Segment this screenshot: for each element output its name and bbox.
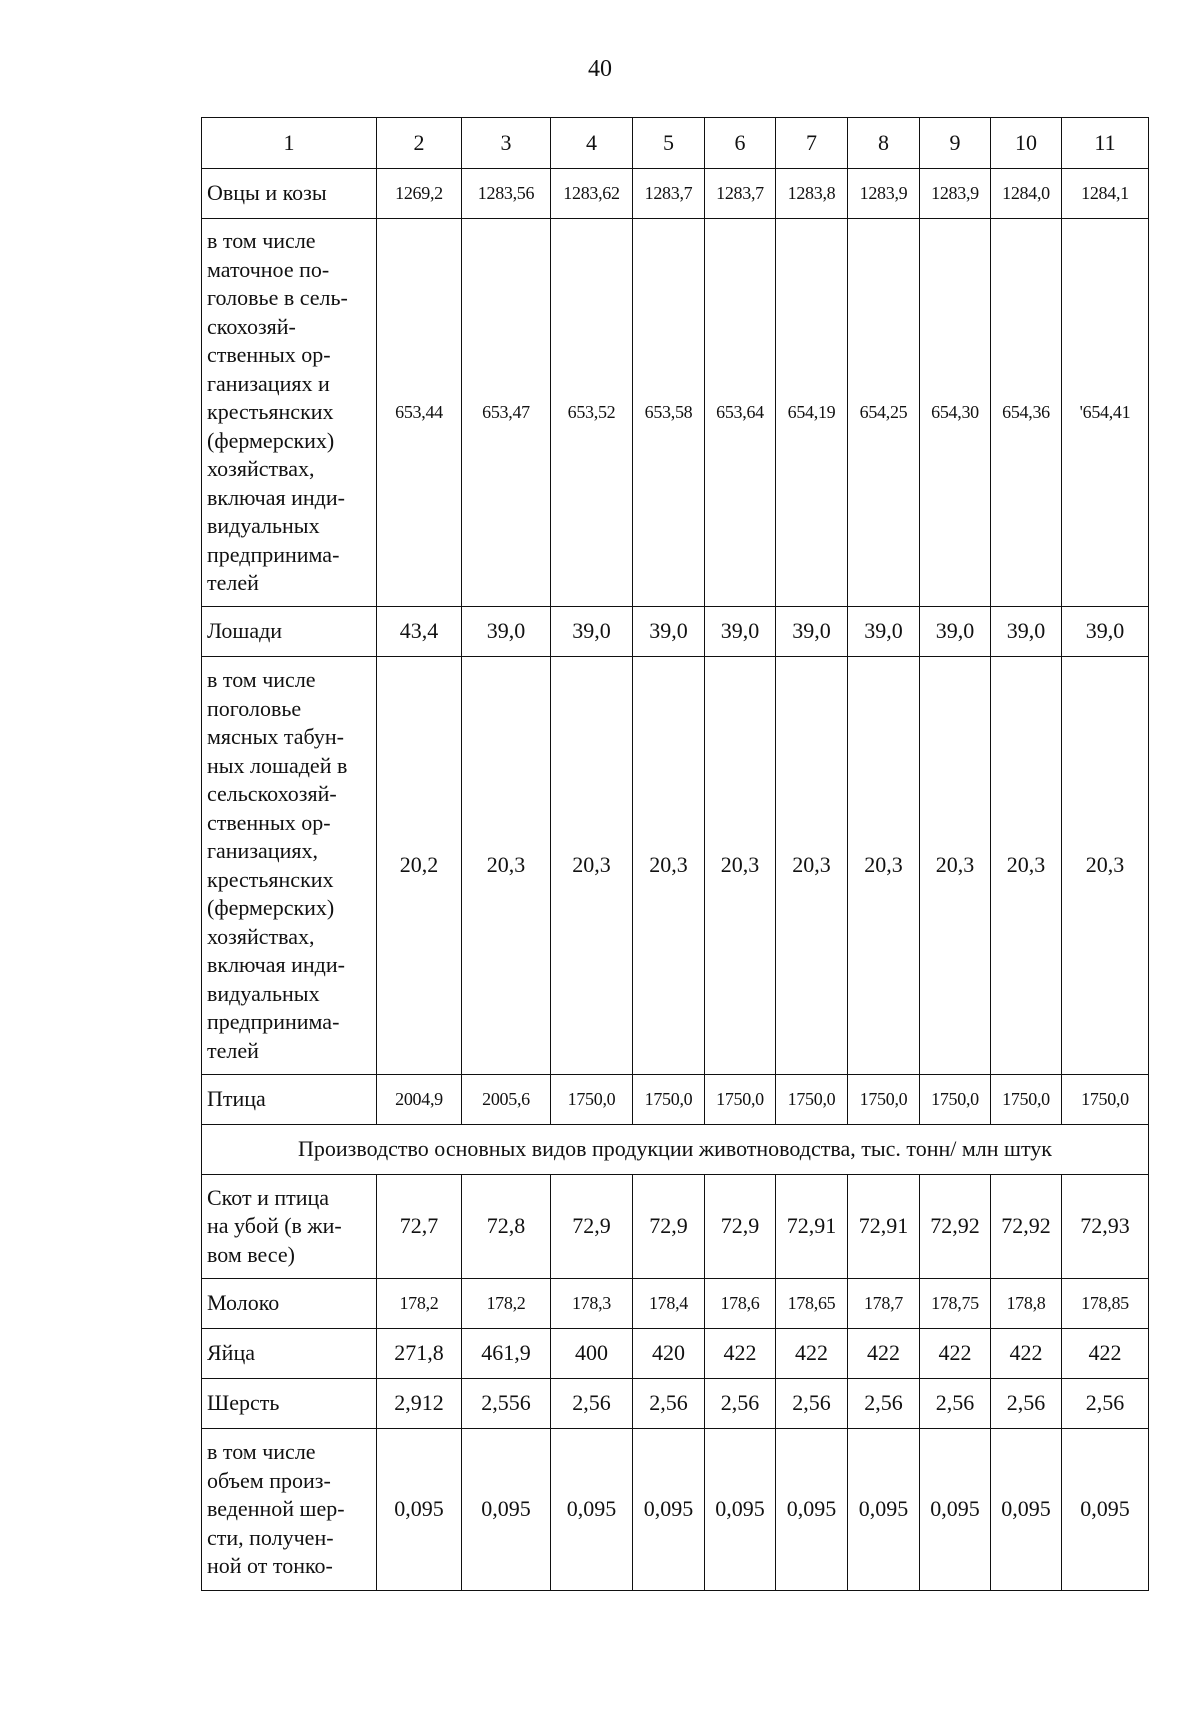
value-cell: 1283,8 — [776, 169, 848, 219]
value-cell: 178,7 — [848, 1279, 920, 1329]
value-cell: 1283,62 — [551, 169, 633, 219]
row-label-line: в том числе — [207, 667, 316, 692]
column-number: 10 — [991, 118, 1062, 169]
value-cell: 1284,1 — [1062, 169, 1149, 219]
row-label — [202, 657, 377, 1075]
row-label-line: хозяйствах, — [207, 923, 315, 949]
row-label — [202, 1075, 377, 1125]
column-number: 8 — [848, 118, 920, 169]
value-cell: 0,095 — [551, 1429, 633, 1591]
row-label-line: (фермерских) — [207, 427, 335, 453]
value-cell: 2,912 — [377, 1379, 462, 1429]
value-cell: 39,0 — [551, 607, 633, 657]
value-cell: 1269,2 — [377, 169, 462, 219]
value-cell: 653,58 — [633, 219, 705, 607]
value-cell: 2,556 — [462, 1379, 551, 1429]
row-label-line: ганизациях и — [207, 370, 330, 396]
row-label-line: на убой (в жи- — [207, 1213, 342, 1239]
value-cell: 654,36 — [991, 219, 1062, 607]
value-cell: 2,56 — [1062, 1379, 1149, 1429]
section-row — [202, 1125, 1149, 1175]
value-cell: 1750,0 — [848, 1075, 920, 1125]
section-title: Производство основных видов продукции животноводства, тыс. тонн/ млн штук — [202, 1125, 1149, 1175]
value-cell: 2,56 — [920, 1379, 991, 1429]
value-cell: 0,095 — [377, 1429, 462, 1591]
row-label-line: маточное по- — [207, 256, 330, 282]
value-cell: 0,095 — [920, 1429, 991, 1591]
value-cell: 178,2 — [462, 1279, 551, 1329]
value-cell: 20,3 — [991, 657, 1062, 1075]
row-label-line: в том числе — [207, 228, 316, 254]
value-cell: 2,56 — [551, 1379, 633, 1429]
row-label-line: скохозяй- — [207, 313, 296, 339]
row-label-line: Лошади — [207, 618, 283, 644]
value-cell: 20,3 — [1062, 657, 1149, 1075]
table-row — [202, 1279, 1149, 1329]
value-cell: 39,0 — [633, 607, 705, 657]
value-cell: 1283,9 — [848, 169, 920, 219]
value-cell: 39,0 — [991, 607, 1062, 657]
column-number: 9 — [920, 118, 991, 169]
row-label-line: ственных ор- — [207, 342, 331, 368]
value-cell: 20,3 — [462, 657, 551, 1075]
value-cell: 422 — [920, 1329, 991, 1379]
value-cell: 2,56 — [705, 1379, 776, 1429]
row-label-line: ной от тонко- — [207, 1553, 333, 1579]
table-row — [202, 1175, 1149, 1279]
value-cell: 39,0 — [776, 607, 848, 657]
value-cell: 72,91 — [848, 1175, 920, 1279]
column-number: 6 — [705, 118, 776, 169]
row-label-line: Скот и птица — [207, 1184, 330, 1210]
value-cell: 178,8 — [991, 1279, 1062, 1329]
row-label-line: объем произ- — [207, 1467, 331, 1493]
value-cell: 178,65 — [776, 1279, 848, 1329]
row-label — [202, 169, 377, 219]
value-cell: 20,3 — [848, 657, 920, 1075]
row-label-line: видуальных — [207, 980, 320, 1006]
value-cell: 20,3 — [920, 657, 991, 1075]
row-label — [202, 1175, 377, 1279]
value-cell: 400 — [551, 1329, 633, 1379]
row-label-line: веденной шер- — [207, 1496, 345, 1522]
row-label-line: головье в сель- — [207, 285, 348, 311]
column-number: 11 — [1062, 118, 1149, 169]
value-cell: 178,4 — [633, 1279, 705, 1329]
row-label-line: сти, получен- — [207, 1524, 334, 1550]
value-cell: 2,56 — [991, 1379, 1062, 1429]
row-label-line: сельскохозяй- — [207, 781, 337, 806]
value-cell: 178,2 — [377, 1279, 462, 1329]
row-label — [202, 1279, 377, 1329]
column-number: 1 — [202, 118, 377, 169]
value-cell: 1283,7 — [705, 169, 776, 219]
value-cell: 2005,6 — [462, 1075, 551, 1125]
value-cell: 39,0 — [705, 607, 776, 657]
value-cell: 72,91 — [776, 1175, 848, 1279]
row-label-line: Овцы и козы — [207, 180, 327, 206]
value-cell: 43,4 — [377, 607, 462, 657]
row-label-line: ганизациях, — [207, 838, 318, 863]
value-cell: 0,095 — [848, 1429, 920, 1591]
value-cell: 422 — [776, 1329, 848, 1379]
value-cell: '654,41 — [1062, 219, 1149, 607]
value-cell: 20,2 — [377, 657, 462, 1075]
column-number-row — [202, 118, 1149, 169]
table-row — [202, 607, 1149, 657]
value-cell: 72,9 — [633, 1175, 705, 1279]
value-cell: 271,8 — [377, 1329, 462, 1379]
row-label-line: хозяйствах, — [207, 456, 315, 482]
value-cell: 72,9 — [551, 1175, 633, 1279]
value-cell: 39,0 — [462, 607, 551, 657]
row-label-line: включая инди- — [207, 952, 345, 977]
value-cell: 72,8 — [462, 1175, 551, 1279]
value-cell: 1750,0 — [1062, 1075, 1149, 1125]
row-label-line: мясных табун- — [207, 724, 344, 749]
value-cell: 422 — [1062, 1329, 1149, 1379]
row-label-line: предпринима- — [207, 541, 340, 567]
table-row — [202, 1329, 1149, 1379]
value-cell: 72,9 — [705, 1175, 776, 1279]
value-cell: 461,9 — [462, 1329, 551, 1379]
column-number: 3 — [462, 118, 551, 169]
row-label-line: предпринима- — [207, 1009, 340, 1034]
livestock-table — [201, 117, 1149, 1591]
table-row — [202, 169, 1149, 219]
value-cell: 72,92 — [920, 1175, 991, 1279]
page-number: 40 — [588, 56, 612, 82]
table-body — [202, 118, 1149, 1591]
value-cell: 1750,0 — [551, 1075, 633, 1125]
value-cell: 178,3 — [551, 1279, 633, 1329]
row-label-line: телей — [207, 1037, 259, 1063]
value-cell: 1283,56 — [462, 169, 551, 219]
value-cell: 653,64 — [705, 219, 776, 607]
value-cell: 1750,0 — [705, 1075, 776, 1125]
table-row — [202, 219, 1149, 607]
row-label-line: крестьянских — [207, 866, 334, 892]
row-label — [202, 607, 377, 657]
value-cell: 39,0 — [1062, 607, 1149, 657]
value-cell: 178,6 — [705, 1279, 776, 1329]
value-cell: 1750,0 — [776, 1075, 848, 1125]
value-cell: 2,56 — [633, 1379, 705, 1429]
value-cell: 1750,0 — [633, 1075, 705, 1125]
row-label-line: поголовье — [207, 695, 302, 721]
row-label-line: Птица — [207, 1086, 266, 1112]
row-label — [202, 1379, 377, 1429]
value-cell: 653,47 — [462, 219, 551, 607]
value-cell: 0,095 — [705, 1429, 776, 1591]
value-cell: 178,75 — [920, 1279, 991, 1329]
value-cell: 2,56 — [776, 1379, 848, 1429]
value-cell: 422 — [705, 1329, 776, 1379]
row-label — [202, 1329, 377, 1379]
value-cell: 20,3 — [705, 657, 776, 1075]
value-cell: 20,3 — [551, 657, 633, 1075]
row-label-line: Молоко — [207, 1290, 280, 1316]
row-label-line: видуальных — [207, 513, 320, 539]
value-cell: 1283,7 — [633, 169, 705, 219]
value-cell: 72,7 — [377, 1175, 462, 1279]
table-row — [202, 657, 1149, 1075]
value-cell: 654,30 — [920, 219, 991, 607]
value-cell: 653,52 — [551, 219, 633, 607]
column-number: 5 — [633, 118, 705, 169]
value-cell: 1750,0 — [991, 1075, 1062, 1125]
value-cell: 653,44 — [377, 219, 462, 607]
column-number: 4 — [551, 118, 633, 169]
value-cell: 72,92 — [991, 1175, 1062, 1279]
column-number: 2 — [377, 118, 462, 169]
row-label-line: (фермерских) — [207, 895, 335, 920]
value-cell: 654,25 — [848, 219, 920, 607]
value-cell: 422 — [848, 1329, 920, 1379]
value-cell: 0,095 — [776, 1429, 848, 1591]
row-label-line: Яйца — [207, 1340, 255, 1366]
row-label-line: телей — [207, 570, 259, 596]
value-cell: 20,3 — [776, 657, 848, 1075]
row-label-line: включая инди- — [207, 484, 345, 510]
value-cell: 178,85 — [1062, 1279, 1149, 1329]
value-cell: 654,19 — [776, 219, 848, 607]
value-cell: 72,93 — [1062, 1175, 1149, 1279]
value-cell: 0,095 — [462, 1429, 551, 1591]
row-label-line: ных лошадей в — [207, 752, 348, 778]
column-number: 7 — [776, 118, 848, 169]
row-label — [202, 1429, 377, 1591]
row-label-line: ственных ор- — [207, 809, 331, 835]
value-cell: 2,56 — [848, 1379, 920, 1429]
value-cell: 2004,9 — [377, 1075, 462, 1125]
value-cell: 1750,0 — [920, 1075, 991, 1125]
value-cell: 20,3 — [633, 657, 705, 1075]
row-label-line: в том числе — [207, 1439, 316, 1465]
table-row — [202, 1075, 1149, 1125]
row-label-line: вом весе) — [207, 1241, 295, 1267]
value-cell: 0,095 — [1062, 1429, 1149, 1591]
row-label — [202, 219, 377, 607]
table-row — [202, 1379, 1149, 1429]
value-cell: 1283,9 — [920, 169, 991, 219]
value-cell: 39,0 — [920, 607, 991, 657]
table-row — [202, 1429, 1149, 1591]
value-cell: 420 — [633, 1329, 705, 1379]
value-cell: 1284,0 — [991, 169, 1062, 219]
value-cell: 0,095 — [633, 1429, 705, 1591]
row-label-line: крестьянских — [207, 399, 334, 425]
value-cell: 0,095 — [991, 1429, 1062, 1591]
value-cell: 39,0 — [848, 607, 920, 657]
row-label-line: Шерсть — [207, 1390, 280, 1416]
value-cell: 422 — [991, 1329, 1062, 1379]
